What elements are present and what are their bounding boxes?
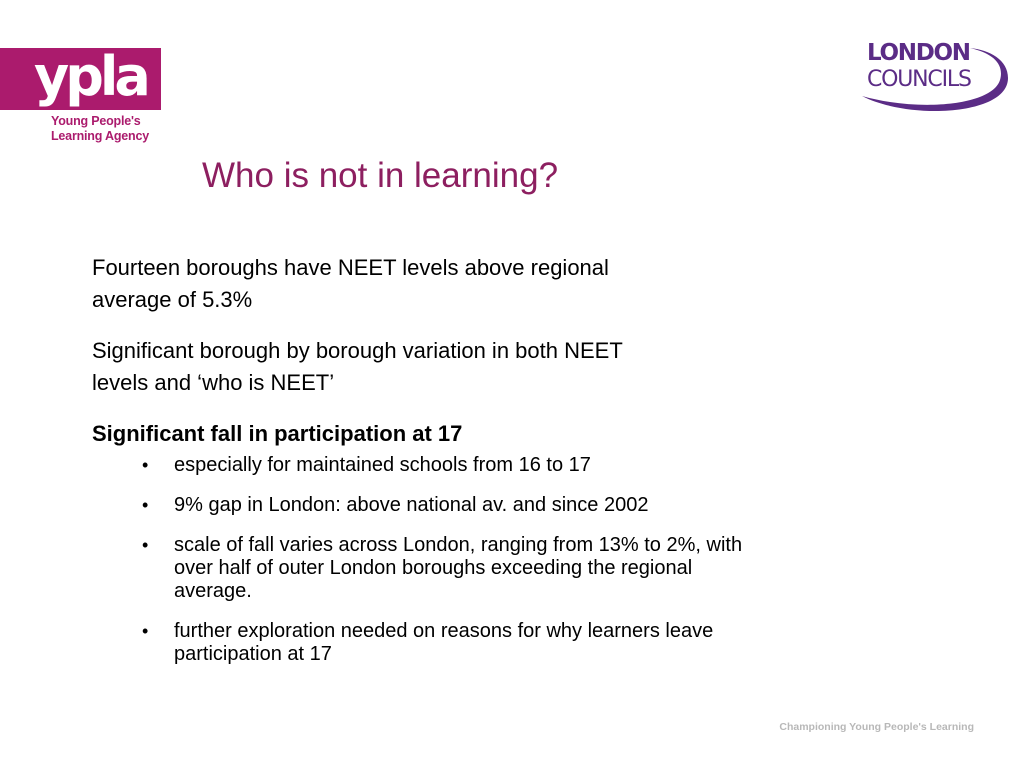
- bullet-line: especially for maintained schools from 16 to 17: [174, 454, 591, 476]
- bullet-icon: •: [142, 495, 149, 515]
- london-councils-line2: COUNCILS: [867, 67, 971, 92]
- london-councils-logo: [858, 30, 1018, 116]
- ypla-subtitle-line: Learning Agency: [51, 129, 149, 143]
- bullet-icon: •: [142, 621, 149, 641]
- bullet-line: scale of fall varies across London, ranging from 13% to 2%, with: [174, 534, 743, 556]
- bullet-item: [142, 620, 932, 666]
- bullet-item: [142, 534, 932, 603]
- bold-heading: Significant fall in participation at 17: [92, 421, 463, 446]
- paragraph-line: Significant borough by borough variation in both NEET: [92, 338, 623, 363]
- bullet-line: further exploration needed on reasons for why learners leave: [174, 620, 714, 642]
- paragraph-neet-levels: [92, 252, 932, 316]
- ypla-logo: [0, 45, 161, 110]
- bullet-item: [142, 454, 932, 477]
- paragraph-line: Fourteen boroughs have NEET levels above regional: [92, 255, 609, 280]
- london-councils-line1: LONDON: [867, 40, 970, 66]
- ypla-subtitle-line: Young People's: [51, 114, 141, 128]
- bullet-icon: •: [142, 535, 149, 555]
- slide-title: Who is not in learning?: [202, 156, 559, 195]
- bullet-list: [92, 454, 932, 666]
- ypla-logo-wordmark: ypla: [34, 45, 147, 108]
- bullet-item: [142, 494, 932, 517]
- bullet-line: average.: [174, 580, 252, 602]
- paragraph-line: levels and ‘who is NEET’: [92, 370, 335, 395]
- paragraph-line: average of 5.3%: [92, 287, 253, 312]
- paragraph-borough-variation: [92, 335, 932, 399]
- bullet-line: participation at 17: [174, 643, 332, 665]
- footer-tagline: Championing Young People's Learning: [779, 721, 974, 733]
- bullet-line: over half of outer London boroughs exceeding the regional: [174, 557, 693, 579]
- bullet-icon: •: [142, 455, 149, 475]
- ypla-logo-subtitle: [51, 114, 181, 144]
- slide-body: [92, 252, 932, 683]
- bullet-line: 9% gap in London: above national av. and since 2002: [174, 494, 649, 516]
